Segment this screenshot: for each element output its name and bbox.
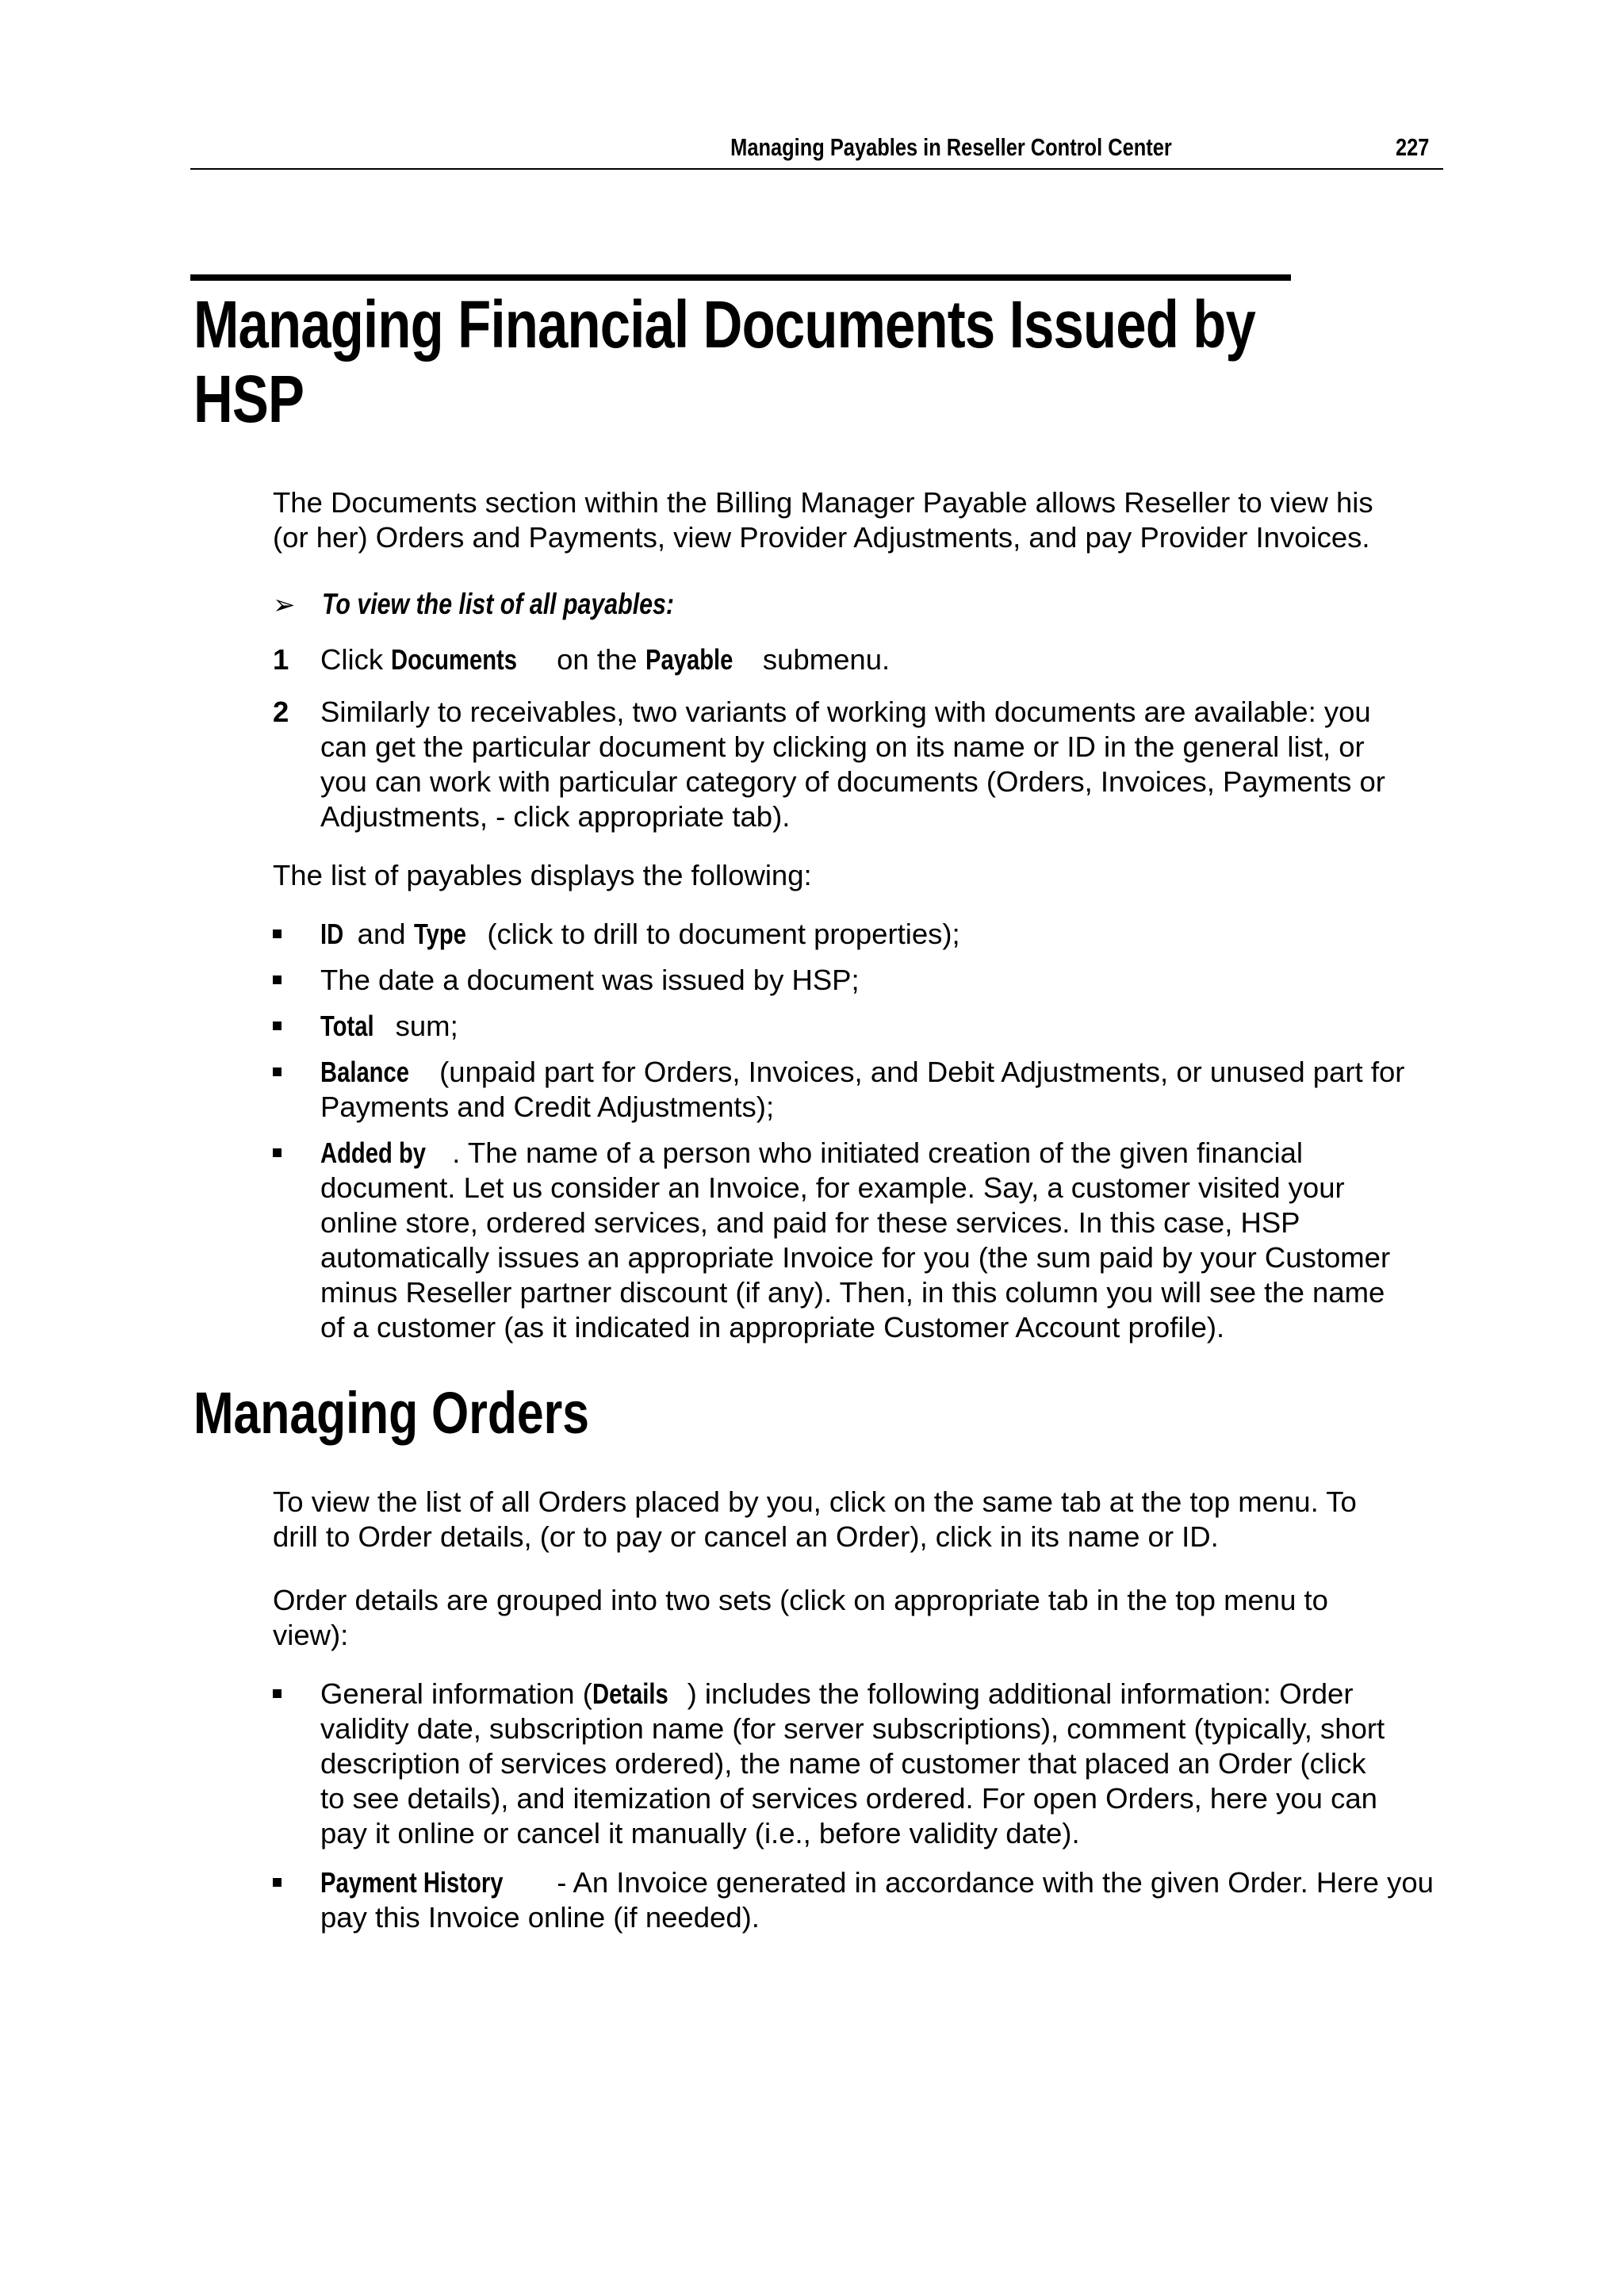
list-intro-paragraph — [273, 858, 1446, 893]
header-rule — [190, 168, 1443, 170]
list-item-body — [320, 1055, 1404, 1125]
item-text: (unpaid part for Orders, Invoices, and Debit Adjustments, or unused part for — [431, 1056, 1405, 1088]
text-line: (or her) Orders and Payments, view Provider Adjustments, and pay Provider Invoices. — [273, 521, 1370, 554]
step-text: Click — [320, 643, 392, 676]
item-text: General information ( — [320, 1677, 592, 1710]
ui-term-id: ID — [320, 918, 344, 950]
running-header-title: Managing Payables in Reseller Control Center — [730, 133, 1172, 161]
ui-term-payment-history: Payment History — [320, 1866, 504, 1899]
ui-term-balance: Balance — [320, 1056, 409, 1088]
text-line: Adjustments, - click appropriate tab). — [320, 800, 791, 833]
text-line — [320, 1055, 1404, 1090]
list-item-body — [320, 1136, 1390, 1345]
ui-term-added-by: Added by — [320, 1137, 427, 1169]
text-line: pay it online or cancel it manually (i.e., before validity date). — [320, 1817, 1080, 1849]
ui-term-total: Total — [320, 1010, 374, 1042]
ui-term-payable: Payable — [645, 643, 733, 676]
text-line: online store, ordered services, and paid for these services. In this case, HSP — [320, 1206, 1300, 1239]
item-text: and — [349, 918, 414, 950]
list-item-body — [320, 963, 860, 998]
bullet-icon — [273, 1689, 282, 1698]
text-line — [320, 1136, 1390, 1171]
page-number: 227 — [1396, 133, 1430, 161]
text-line: Similarly to receivables, two variants of working with documents are available: you — [320, 696, 1371, 728]
bullet-icon — [273, 930, 282, 938]
text-line: automatically issues an appropriate Invoice for you (the sum paid by your Customer — [320, 1241, 1391, 1274]
item-text: . The name of a person who initiated creation of the given financial — [452, 1137, 1303, 1169]
text-line — [320, 1009, 458, 1044]
step-body — [320, 642, 890, 677]
text-line: can get the particular document by clicking on its name or ID in the general list, or — [320, 730, 1365, 763]
text-line: drill to Order details, (or to pay or cancel an Order), click in its name or ID. — [273, 1520, 1219, 1553]
item-text: ) includes the following additional information: Order — [687, 1677, 1354, 1710]
title-line: HSP — [193, 362, 304, 436]
bullet-icon — [273, 1068, 282, 1076]
orders-paragraph-1 — [273, 1485, 1446, 1554]
list-item-body — [320, 1677, 1385, 1851]
section-title-financial-documents — [193, 287, 1364, 436]
text-line: pay this Invoice online (if needed). — [320, 1901, 760, 1934]
intro-paragraph — [273, 485, 1446, 555]
text-line: The list of payables displays the following: — [273, 859, 812, 891]
procedure-heading — [273, 587, 751, 623]
text-line: description of services ordered), the name of customer that placed an Order (click — [320, 1747, 1366, 1780]
ui-term-documents: Documents — [391, 643, 518, 676]
ui-term-details: Details — [592, 1677, 668, 1710]
text-line: of a customer (as it indicated in appropriate Customer Account profile). — [320, 1311, 1225, 1343]
text-line — [320, 642, 890, 677]
step-body — [320, 695, 1385, 834]
item-text: - An Invoice generated in accordance with the given Order. Here you — [549, 1866, 1434, 1899]
text-line: validity date, subscription name (for server subscriptions), comment (typically, short — [320, 1712, 1385, 1745]
text-line — [320, 1865, 1434, 1900]
text-line: minus Reseller partner discount (if any). Then, in this column you will see the name — [320, 1276, 1385, 1309]
bullet-icon — [273, 1022, 282, 1030]
item-text: sum; — [387, 1010, 458, 1042]
text-line: document. Let us consider an Invoice, for example. Say, a customer visited your — [320, 1171, 1345, 1204]
step-number: 1 — [273, 643, 289, 676]
title-line: Managing Financial Documents Issued by — [193, 287, 1256, 362]
bullet-icon — [273, 976, 282, 984]
text-line: To view the list of all Orders placed by you, click on the same tab at the top menu. To — [273, 1485, 1357, 1518]
procedure-title: To view the list of all payables: — [322, 588, 674, 620]
text-line: Order details are grouped into two sets (click on appropriate tab in the top menu to — [273, 1584, 1328, 1616]
step-text: on the — [548, 643, 645, 676]
ui-term-type: Type — [413, 918, 466, 950]
list-item-body — [320, 917, 960, 952]
list-item-body — [320, 1865, 1434, 1935]
list-item-body — [320, 1009, 458, 1044]
bullet-icon — [273, 1878, 282, 1887]
bullet-icon — [273, 1148, 282, 1157]
procedure-arrow-icon: ➢ — [273, 590, 296, 620]
text-line: to see details), and itemization of services ordered. For open Orders, here you can — [320, 1782, 1377, 1815]
text-line — [320, 917, 960, 952]
step-number: 2 — [273, 696, 289, 728]
step-text: submenu. — [754, 643, 891, 676]
title-rule — [190, 274, 1291, 281]
text-line: The date a document was issued by HSP; — [320, 964, 860, 996]
item-text: (click to drill to document properties); — [479, 918, 960, 950]
text-line: you can work with particular category of documents (Orders, Invoices, Payments or — [320, 765, 1385, 798]
text-line — [320, 1677, 1385, 1711]
text-line: Payments and Credit Adjustments); — [320, 1091, 775, 1123]
section-title-managing-orders: Managing Orders — [193, 1380, 590, 1446]
text-line: The Documents section within the Billing Manager Payable allows Reseller to view his — [273, 486, 1373, 519]
text-line: view): — [273, 1619, 349, 1651]
orders-paragraph-2 — [273, 1583, 1446, 1653]
